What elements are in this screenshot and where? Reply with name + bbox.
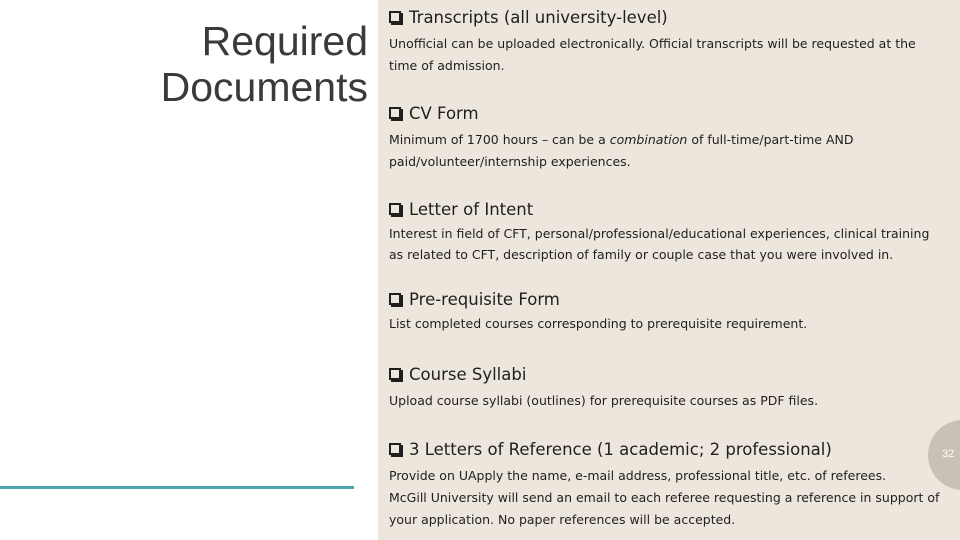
item-heading [389,197,960,221]
page-number: 32 [942,448,955,460]
checkbox-bullet-icon [389,11,401,23]
list-item [389,362,960,412]
item-description-part: of full-time/part-time AND paid/volunteer/internship experiences. [389,132,854,169]
list-item [389,437,960,531]
checkbox-bullet-icon [389,293,401,305]
item-heading [389,101,960,125]
item-description: Upload course syllabi (outlines) for prerequisite courses as PDF files. [389,393,819,408]
checkbox-bullet-icon [389,107,401,119]
item-heading-text: 3 Letters of Reference (1 academic; 2 professional) [409,439,832,459]
item-heading-text: Pre-requisite Form [409,289,560,309]
item-heading-text: CV Form [409,103,479,123]
checkbox-bullet-icon [389,203,401,215]
item-heading [389,437,960,461]
list-item [389,197,960,265]
list-item [389,287,960,334]
checkbox-bullet-icon [389,368,401,380]
item-heading-text: Course Syllabi [409,364,527,384]
item-description: Provide on UApply the name, e-mail address, professional title, etc. of referees. McGill University will send an email to each referee requesting a reference in support of your application. No paper references will be accepted. [389,468,940,527]
list-item [389,5,960,77]
item-heading-text: Letter of Intent [409,199,534,219]
checkbox-bullet-icon [389,443,401,455]
content-panel [378,0,960,540]
item-description [389,129,960,173]
slide-title-line1: Required [201,18,368,64]
item-description-emphasis: combination [609,132,688,147]
accent-divider [0,486,354,489]
item-description-part: Minimum of 1700 hours – can be a [389,132,610,147]
left-panel [0,0,378,540]
list-item [389,101,960,173]
slide-title [161,18,368,110]
slide-title-line2: Documents [160,64,368,110]
item-description: Interest in field of CFT, personal/professional/educational experiences, clinical training as related to CFT, description of family or couple case that you were involved in. [389,226,930,262]
item-description: List completed courses corresponding to prerequisite requirement. [389,316,808,331]
item-heading [389,5,960,29]
item-description: Unofficial can be uploaded electronically. Official transcripts will be requested at the time of admission. [389,36,916,73]
item-heading [389,287,960,311]
item-heading-text: Transcripts (all university-level) [409,7,668,27]
item-heading [389,362,960,386]
